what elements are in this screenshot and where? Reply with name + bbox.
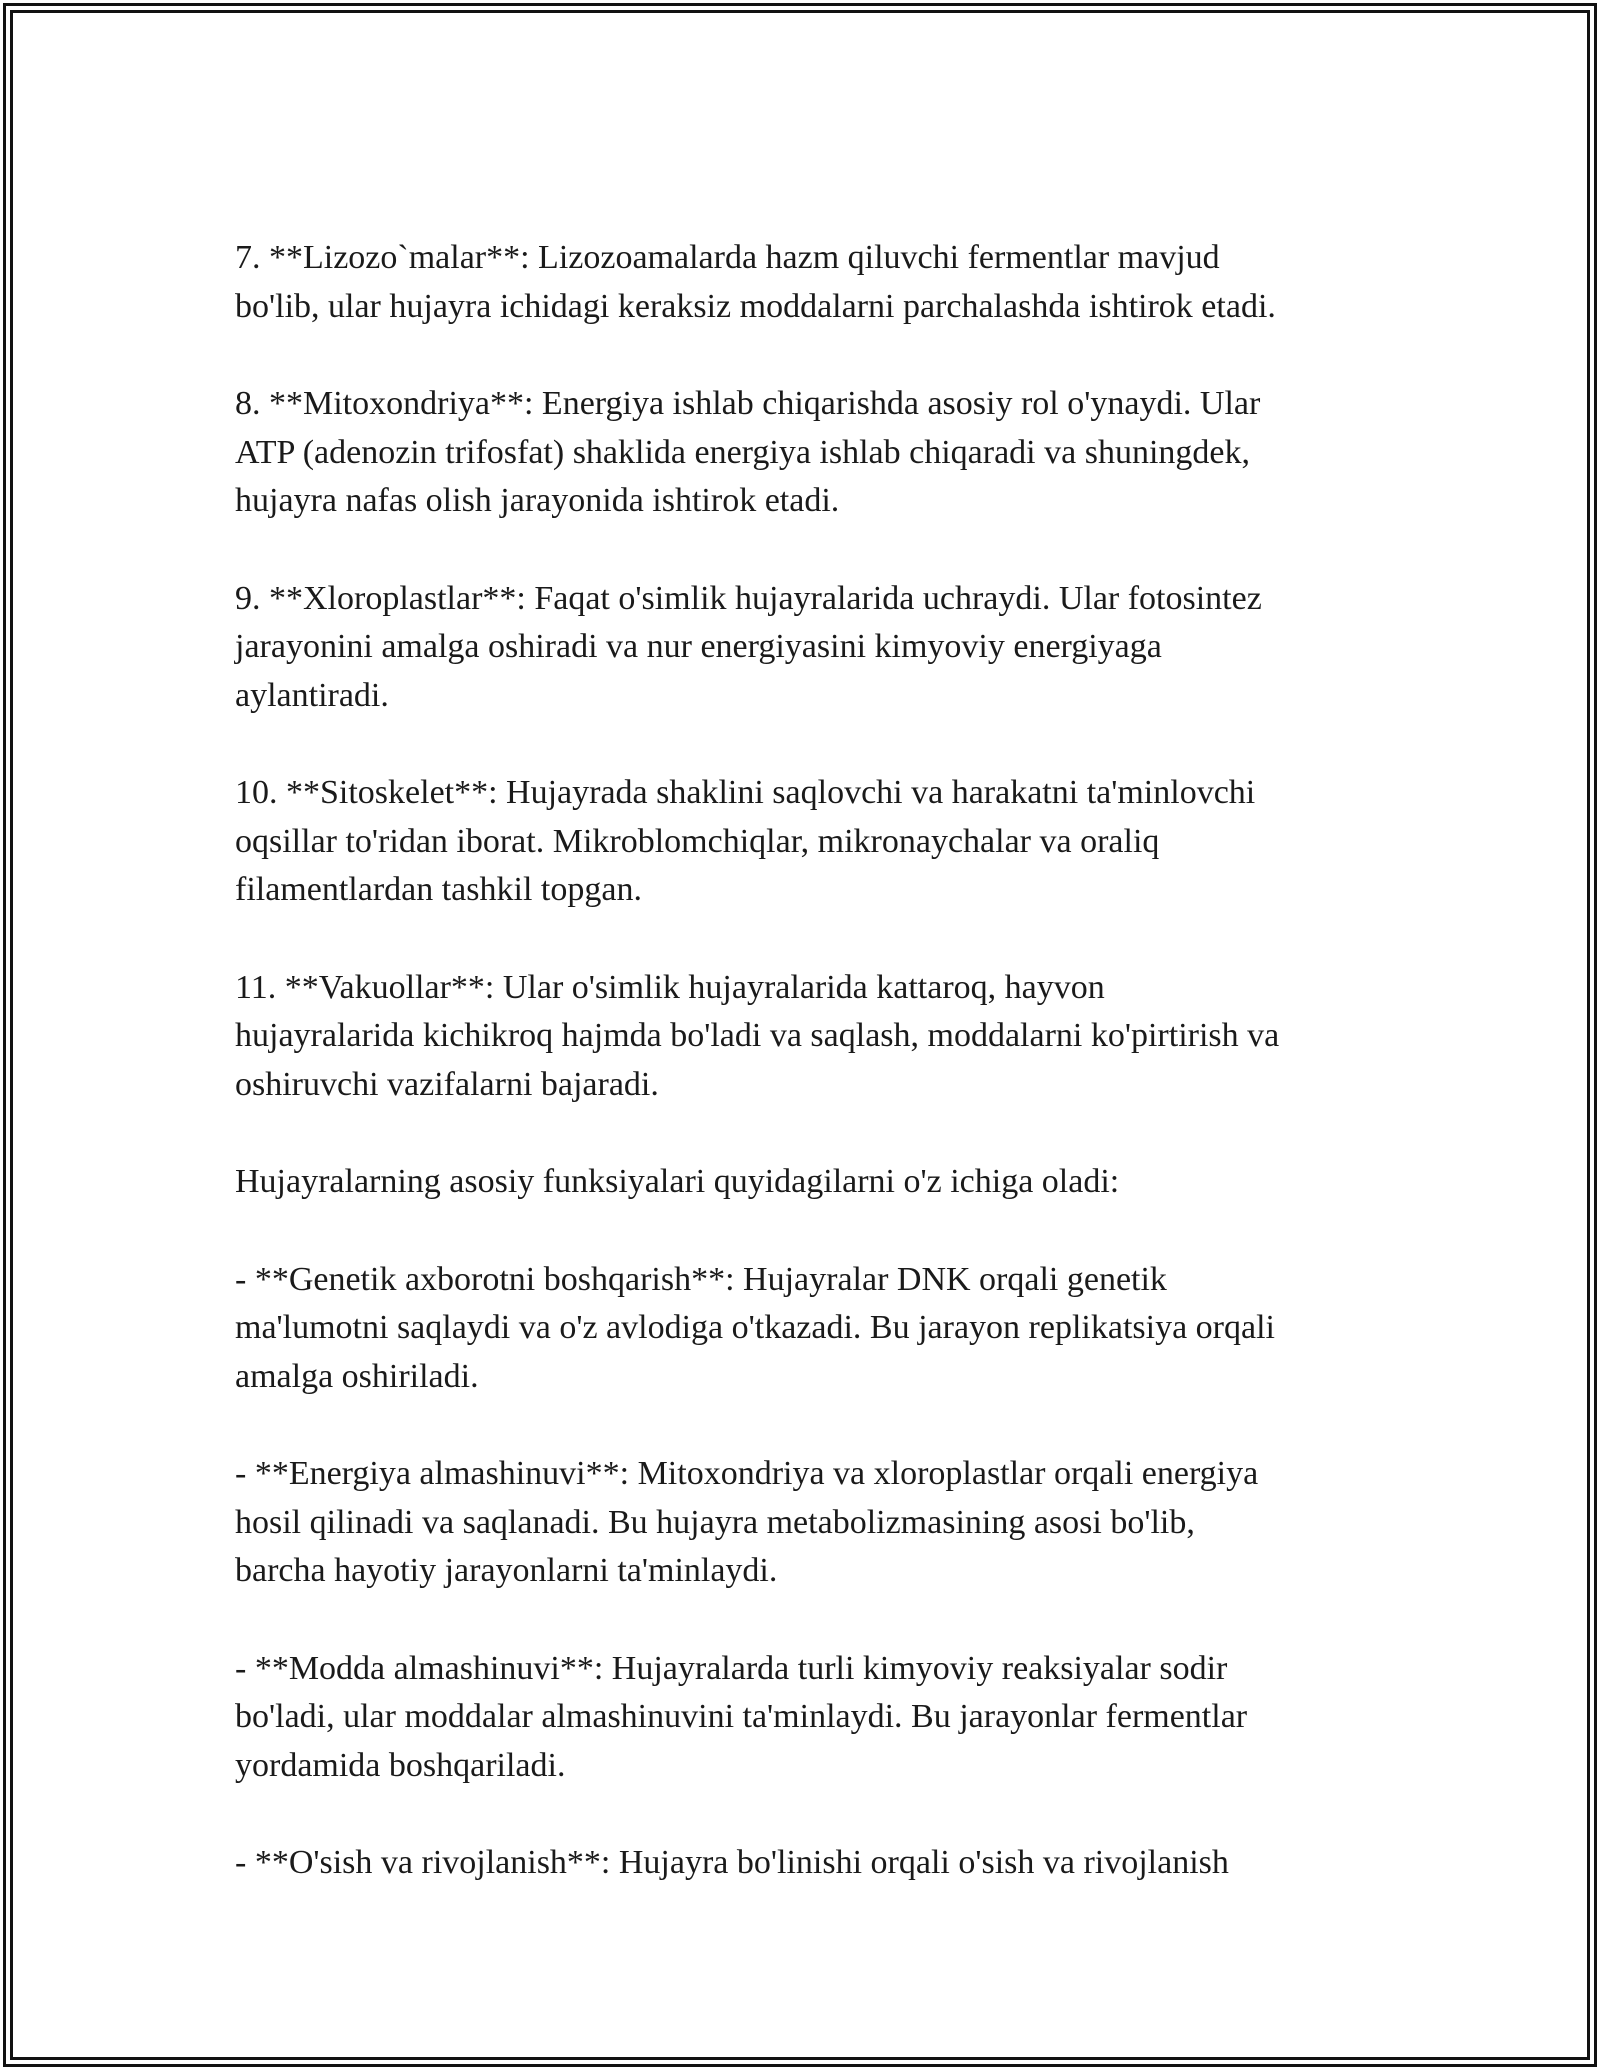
- text-line: 11. **Vakuollar**: Ular o'simlik hujayralarida kattaroq, hayvon: [235, 968, 1105, 1006]
- paragraph-osish-rivojlanish: [235, 1839, 1375, 1888]
- text-line: bo'ladi, ular moddalar almashinuvini ta'minlaydi. Bu jarayonlar fermentlar: [235, 1698, 1248, 1735]
- text-line: aylantiradi.: [235, 676, 389, 714]
- text-line: - **O'sish va rivojlanish**: Hujayra bo'linishi orqali o'sish va rivojlanish: [235, 1844, 1229, 1881]
- text-line: Hujayralarning asosiy funksiyalari quyidagilarni o'z ichiga oladi:: [235, 1163, 1120, 1200]
- document-body: [235, 234, 1375, 1937]
- paragraph-modda-almashinuvi: [235, 1645, 1375, 1791]
- text-line: 7. **Lizozo`malar**: Lizozoamalarda hazm qiluvchi fermentlar mavjud: [235, 239, 1220, 276]
- paragraph-vakuollar: [235, 964, 1375, 1110]
- paragraph-sitoskelet: [235, 769, 1375, 915]
- paragraph-mitoxondriya: [235, 380, 1375, 526]
- paragraph-xloroplastlar: [235, 575, 1375, 721]
- paragraph-energiya-almashinuvi: [235, 1450, 1375, 1596]
- paragraph-lizozomalar: [235, 234, 1375, 331]
- text-line: 9. **Xloroplastlar**: Faqat o'simlik hujayralarida uchraydi. Ular fotosintez: [235, 579, 1262, 617]
- paragraph-genetik-axborot: [235, 1256, 1375, 1402]
- text-line: ma'lumotni saqlaydi va o'z avlodiga o'tkazadi. Bu jarayon replikatsiya orqali: [235, 1309, 1275, 1346]
- text-line: oqsillar to'ridan iborat. Mikroblomchiqlar, mikronaychalar va oraliq: [235, 822, 1160, 860]
- text-line: barcha hayotiy jarayonlarni ta'minlaydi.: [235, 1552, 778, 1589]
- text-line: hujayra nafas olish jarayonida ishtirok etadi.: [235, 482, 840, 519]
- text-line: hujayralarida kichikroq hajmda bo'ladi va saqlash, moddalarni ko'pirtirish va: [235, 1017, 1280, 1054]
- text-line: - **Genetik axborotni boshqarish**: Hujayralar DNK orqali genetik: [235, 1260, 1167, 1298]
- text-line: bo'lib, ular hujayra ichidagi keraksiz moddalarni parchalashda ishtirok etadi.: [235, 287, 1276, 325]
- text-line: ATP (adenozin trifosfat) shaklida energiya ishlab chiqaradi va shuningdek,: [235, 433, 1250, 471]
- text-line: 10. **Sitoskelet**: Hujayrada shaklini saqlovchi va harakatni ta'minlovchi: [235, 774, 1256, 811]
- text-line: - **Energiya almashinuvi**: Mitoxondriya va xloroplastlar orqali energiya: [235, 1455, 1259, 1492]
- text-line: 8. **Mitoxondriya**: Energiya ishlab chiqarishda asosiy rol o'ynaydi. Ular: [235, 385, 1261, 422]
- text-line: oshiruvchi vazifalarni bajaradi.: [235, 1065, 659, 1103]
- paragraph-functions-intro: [235, 1158, 1375, 1207]
- text-line: amalga oshiriladi.: [235, 1357, 479, 1395]
- text-line: jarayonini amalga oshiradi va nur energiyasini kimyoviy energiyaga: [235, 628, 1162, 665]
- text-line: yordamida boshqariladi.: [235, 1746, 566, 1784]
- text-line: filamentlardan tashkil topgan.: [235, 871, 642, 908]
- text-line: hosil qilinadi va saqlanadi. Bu hujayra metabolizmasining asosi bo'lib,: [235, 1503, 1195, 1541]
- text-line: - **Modda almashinuvi**: Hujayralarda turli kimyoviy reaksiyalar sodir: [235, 1649, 1228, 1687]
